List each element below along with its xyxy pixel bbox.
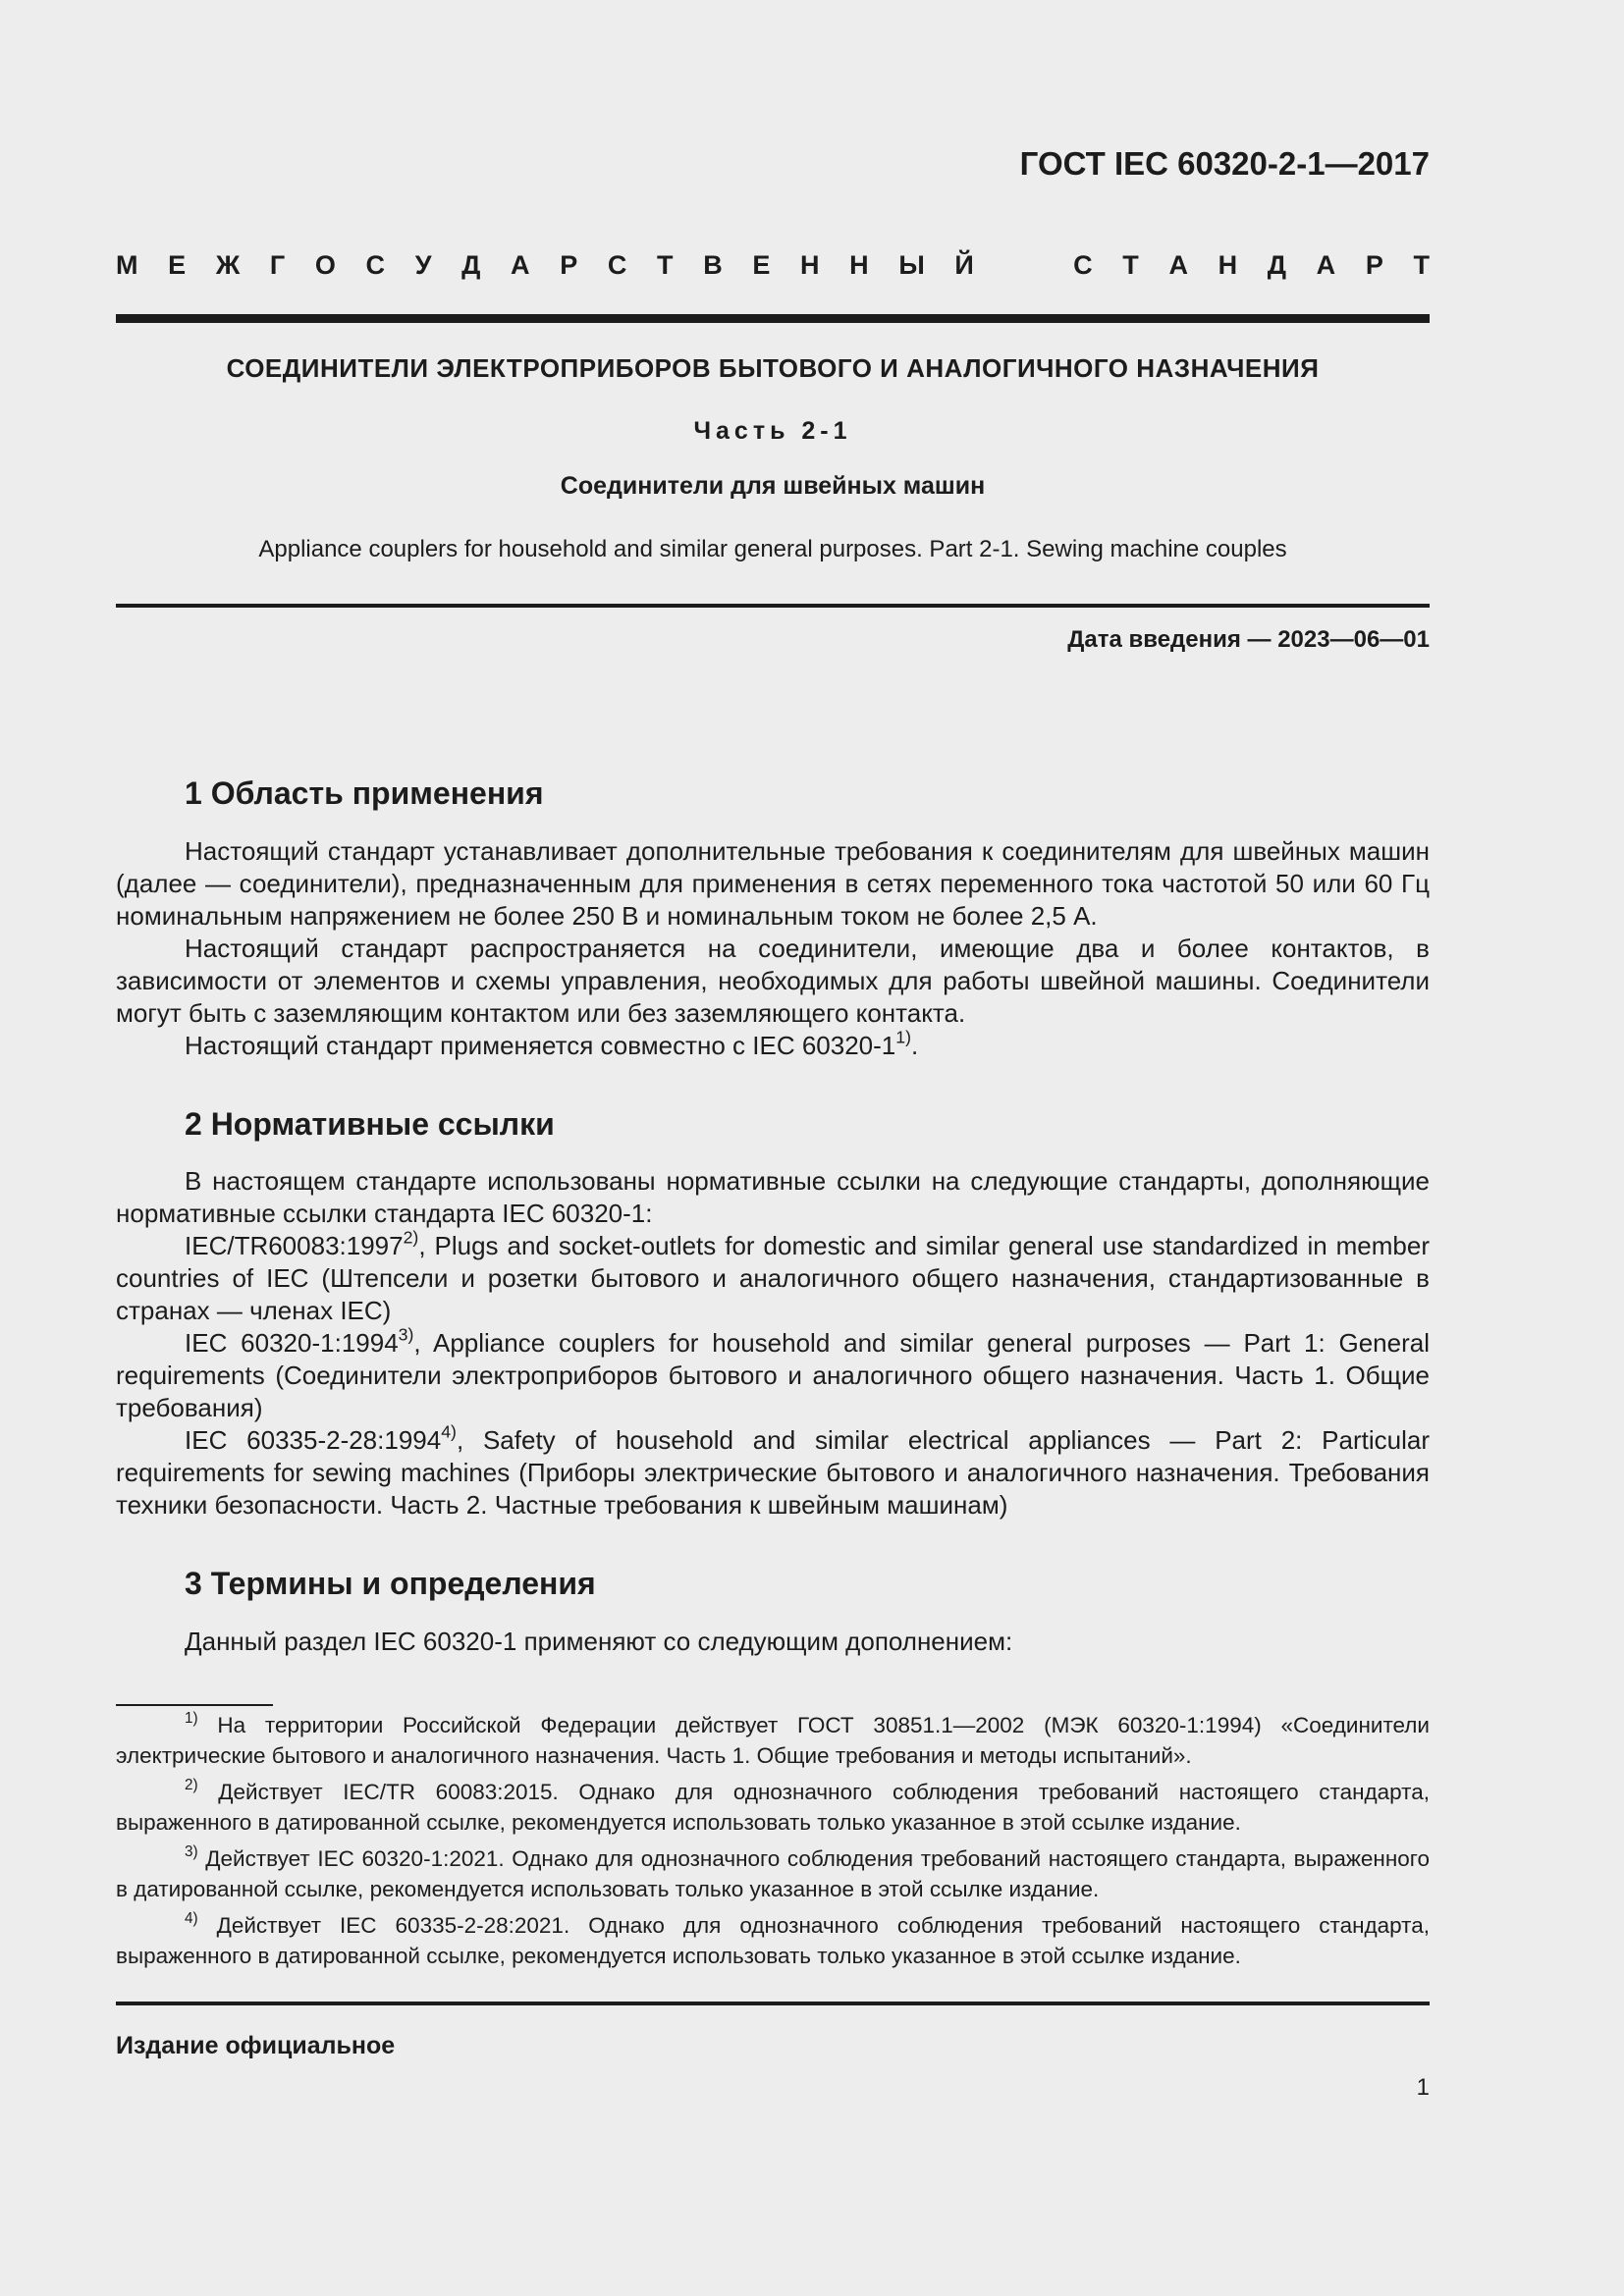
section-1-paragraph: Настоящий стандарт устанавливает дополнительные требования к соединителям для швейных машин (далее — соединители), предназначенным для применения в сетях переменного тока частотой 50 или 60 Гц номинальным напряжением не более 250 В и номинальным током не более 2,5 А.: [116, 836, 1430, 931]
footnote-mark: 2): [185, 1777, 198, 1794]
category-letter: Н: [800, 250, 820, 280]
footnote-text: На территории Российской Федерации действует ГОСТ 30851.1—2002 (МЭК 60320-1:1994) «Соединители электрические бытового и аналогичного назначения. Часть 1. Общие требования и методы испытаний».: [116, 1713, 1430, 1768]
reference-text: , Appliance couplers for household and similar general purposes — Part 1: General requirements (Соединители электроприборов бытового и аналогичного общего назначения. Часть 1. Общие требования): [116, 1328, 1430, 1422]
footer-divider: [116, 2002, 1430, 2005]
category-letter: Н: [1218, 250, 1238, 280]
category-letter: М: [116, 250, 138, 280]
footnotes: [116, 1710, 1430, 1977]
normative-reference: [116, 1421, 1430, 1522]
category-letter: Т: [1122, 250, 1139, 280]
reference-id: IEC 60320-1:1994: [185, 1328, 399, 1358]
section-3-body: [116, 1626, 1430, 1658]
document-part: Часть 2-1: [693, 417, 852, 445]
category-letter: Н: [849, 250, 869, 280]
category-letter: У: [414, 250, 432, 280]
category-letter: А: [511, 250, 530, 280]
footnote-text: Действует IEC 60335-2-28:2021. Однако для однозначного соблюдения требований настоящего стандарта, выраженного в датированной ссылке, рекомендуется использовать только указанное в этой ссылке издание.: [116, 1913, 1430, 1968]
introduction-date: Дата введения — 2023—06—01: [1067, 626, 1430, 653]
section-3-paragraph: Данный раздел IEC 60320-1 применяют со следующим дополнением:: [185, 1627, 1013, 1656]
title-divider: [116, 604, 1430, 608]
category-letter: Е: [168, 250, 187, 280]
footnote-ref: 3): [398, 1324, 414, 1345]
section-2-body: [116, 1165, 1430, 1522]
document-subtitle: Соединители для швейных машин: [560, 472, 986, 500]
page-number: 1: [1416, 2074, 1430, 2101]
footnote-divider: [116, 1704, 273, 1706]
footnote: [116, 1843, 1430, 1904]
category-letter: Д: [1267, 250, 1287, 280]
category-letter: С: [365, 250, 386, 280]
category-letter: Р: [560, 250, 578, 280]
category-letter: О: [314, 250, 336, 280]
normative-reference: [116, 1324, 1430, 1424]
section-1-body: [116, 835, 1430, 1062]
category-letter: С: [607, 250, 627, 280]
category-letter: Т: [1413, 250, 1430, 280]
category-letter: А: [1316, 250, 1336, 280]
category-letter: А: [1168, 250, 1188, 280]
category-letter: Т: [657, 250, 674, 280]
category-letter: Г: [269, 250, 286, 280]
footnote-text: Действует IEC 60320-1:2021. Однако для однозначного соблюдения требований настоящего стандарта, выраженного в датированной ссылке, рекомендуется использовать только указанное в этой ссылке издание.: [116, 1846, 1430, 1901]
section-2-heading: 2 Нормативные ссылки: [185, 1106, 555, 1142]
reference-text: , Plugs and socket-outlets for domestic and similar general use standardized in member countries of IEC (Штепсели и розетки бытового и аналогичного общего назначения, стандартизованные в странах — членах IEC): [116, 1231, 1430, 1325]
reference-text: , Safety of household and similar electrical appliances — Part 2: Particular requirements for sewing machines (Приборы электрические бытового и аналогичного назначения. Требования техники безопасности. Часть 2. Частные требования к швейным машинам): [116, 1425, 1430, 1520]
footnote-mark: 3): [185, 1843, 198, 1861]
document-id: ГОСТ IEC 60320-2-1—2017: [1019, 145, 1430, 182]
category-letter: С: [1073, 250, 1093, 280]
normative-reference: [116, 1227, 1430, 1327]
footnote-mark: 4): [185, 1910, 198, 1928]
word-gap: [1003, 250, 1043, 281]
paragraph-text: .: [910, 1031, 919, 1060]
category-letter: Ы: [898, 250, 925, 280]
english-title: Appliance couplers for household and similar general purposes. Part 2-1. Sewing machine couples: [258, 536, 1287, 562]
standard-category: [116, 250, 1430, 281]
section-1-heading: 1 Область применения: [185, 775, 544, 811]
category-letter: Й: [954, 250, 974, 280]
footnote-mark: 1): [185, 1710, 198, 1728]
document-title: СОЕДИНИТЕЛИ ЭЛЕКТРОПРИБОРОВ БЫТОВОГО И АНАЛОГИЧНОГО НАЗНАЧЕНИЯ: [226, 353, 1320, 383]
edition-label: Издание официальное: [116, 2032, 396, 2059]
section-3-heading: 3 Термины и определения: [185, 1566, 596, 1601]
footnote-text: Действует IEC/TR 60083:2015. Однако для однозначного соблюдения требований настоящего стандарта, выраженного в датированной ссылке, рекомендуется использовать только указанное в этой ссылке издание.: [116, 1780, 1430, 1835]
footnote: [116, 1777, 1430, 1838]
footnote-ref: 1): [895, 1027, 911, 1047]
category-letter: Ж: [215, 250, 241, 280]
paragraph-text: Настоящий стандарт применяется совместно с IEC 60320-1: [185, 1031, 896, 1060]
category-letter: Р: [1365, 250, 1383, 280]
reference-id: IEC 60335-2-28:1994: [185, 1425, 442, 1455]
category-letter: В: [703, 250, 723, 280]
footnote-ref: 2): [403, 1227, 419, 1248]
reference-id: IEC/TR60083:1997: [185, 1231, 404, 1260]
category-letter: Е: [752, 250, 771, 280]
section-1-paragraph: [116, 1027, 1430, 1062]
footnote-ref: 4): [441, 1421, 457, 1442]
footnote: [116, 1710, 1430, 1771]
section-1-paragraph: Настоящий стандарт распространяется на соединители, имеющие два и более контактов, в зависимости от элементов и схемы управления, необходимых для работы швейной машины. Соединители могут быть с заземляющим контактом или без заземляющего контакта.: [116, 934, 1430, 1028]
section-2-paragraph: В настоящем стандарте использованы нормативные ссылки на следующие стандарты, дополняющие нормативные ссылки стандарта IEC 60320-1:: [116, 1166, 1430, 1228]
category-letter: Д: [461, 250, 481, 280]
header-divider-thick: [116, 314, 1430, 323]
footnote: [116, 1910, 1430, 1971]
